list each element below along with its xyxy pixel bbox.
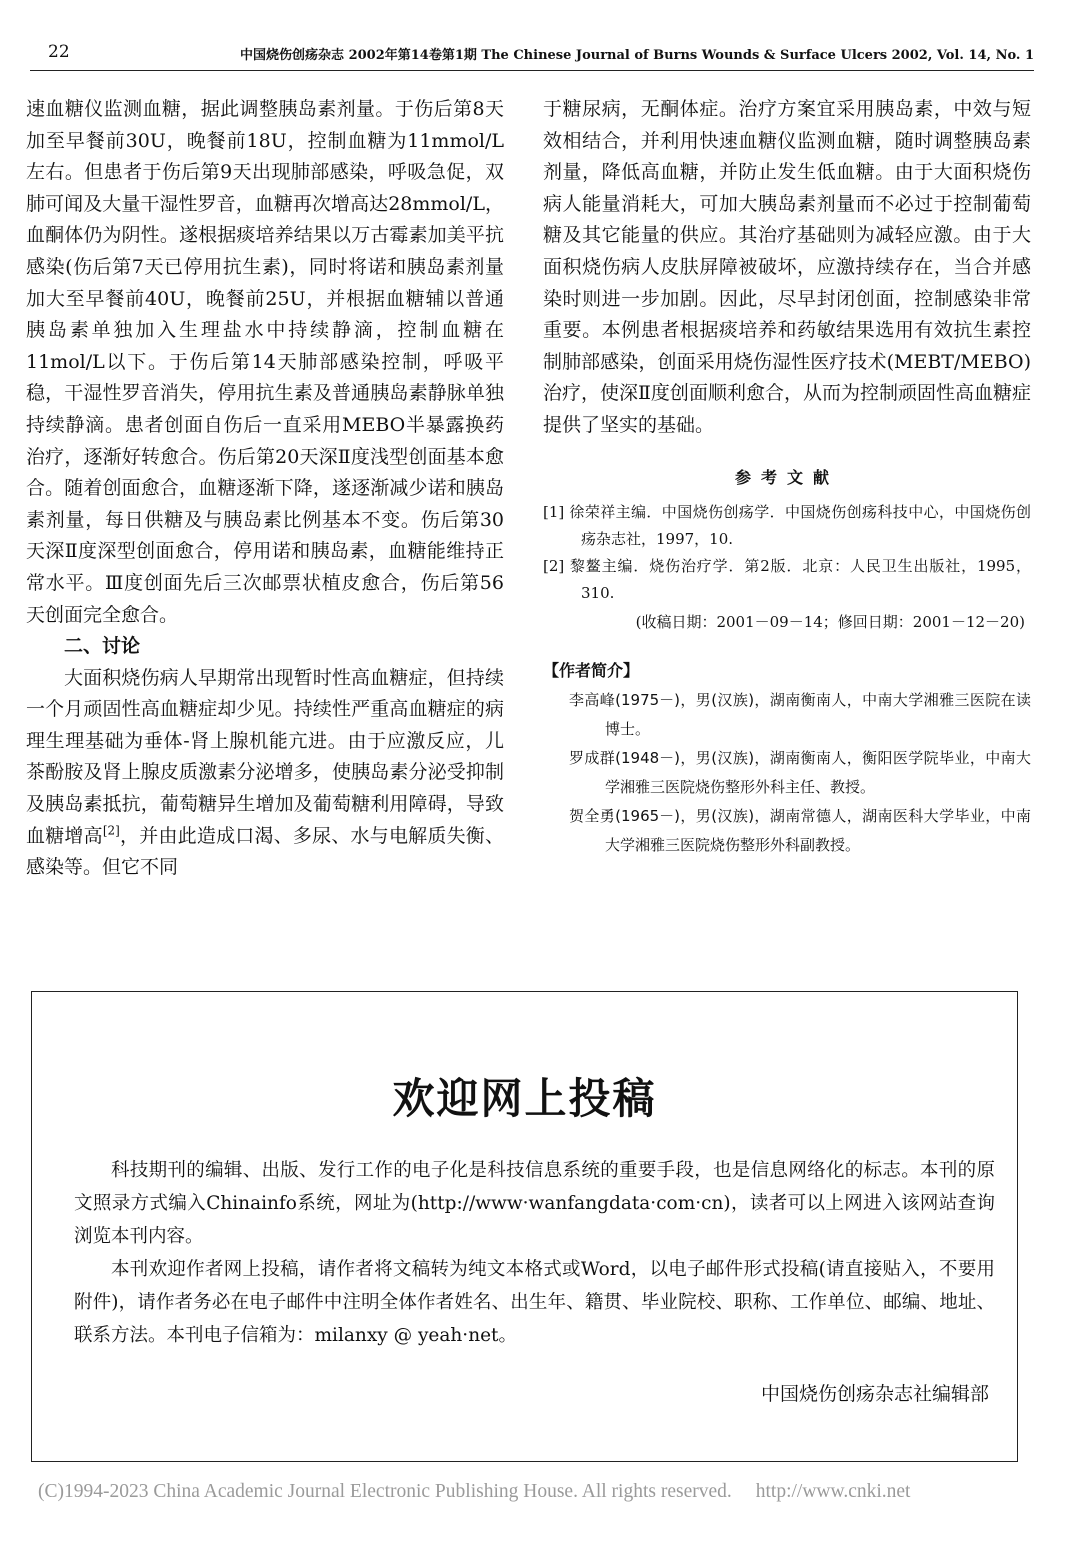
page-number: 22 xyxy=(48,42,70,62)
discussion-continued-paragraph: 于糖尿病，无酮体症。治疗方案宜采用胰岛素，中效与短效相结合，并利用快速血糖仪监测血糖，随时调整胰岛素剂量，降低高血糖，并防止发生低血糖。由于大面积烧伤病人能量消耗大，可加大胰岛素剂量而不必过于控制葡萄糖及其它能量的供应。其治疗基础则为减轻应激。由于大面积烧伤病人皮肤屏障被破坏，应激持续存在，当合并感染时则进一步加剧。因此，尽早封闭创面，控制感染非常重要。本例患者根据痰培养和药敏结果选用有效抗生素控制肺部感染，创面采用烧伤湿性医疗技术(MEBT/MEBO)治疗，使深Ⅱ度创面顺利愈合，从而为控制顽固性高血糖症提供了坚实的基础。 xyxy=(543,98,1031,436)
submission-notice-box xyxy=(31,991,1018,1462)
discussion-text-part1: 大面积烧伤病人早期常出现暂时性高血糖症，但持续一个月顽固性高血糖症却少见。持续性严重高血糖症的病理生理基础为垂体-肾上腺机能亢进。由于应激反应，儿茶酚胺及肾上腺皮质激素分泌增多，使胰岛素分泌受抑制及胰岛素抵抗，葡萄糖异生增加及葡萄糖利用障碍，导致血糖增高 xyxy=(26,666,504,847)
left-column xyxy=(26,94,504,884)
author-bio: 贺全勇(1965－)，男(汉族)，湖南常德人，湖南医科大学毕业，中南大学湘雅三医院烧伤整形外科副教授。 xyxy=(569,807,1031,855)
running-head: 中国烧伤创疡杂志 2002年第14卷第1期 The Chinese Journal of Burns Wounds & Surface Ulcers 2002, Vol. 14, No. 1 xyxy=(240,48,1034,63)
discussion-paragraph xyxy=(26,663,504,884)
notice-paragraph: 本刊欢迎作者网上投稿，请作者将文稿转为纯文本格式或Word，以电子邮件形式投稿(请直接贴入，不要用附件)，请作者务必在电子邮件中注明全体作者姓名、出生年、籍贯、毕业院校、职称、工作单位、邮编、地址、联系方法。本刊电子信箱为：milanxy @ yeah·net。 xyxy=(74,1259,995,1346)
received-dates: (收稿日期：2001－09－14；修回日期：2001－12－20) xyxy=(635,613,1025,632)
notice-body xyxy=(74,1154,995,1352)
copyright-text: (C)1994-2023 China Academic Journal Electronic Publishing House. All rights reserved. xyxy=(38,1481,732,1502)
section-heading-discussion: 二、讨论 xyxy=(64,635,141,658)
footer-url-link[interactable]: http://www.cnki.net xyxy=(755,1481,911,1502)
notice-title: 欢迎网上投稿 xyxy=(392,1074,657,1123)
notice-signature: 中国烧伤创疡杂志社编辑部 xyxy=(760,1383,989,1405)
right-column xyxy=(543,94,1031,860)
reference-item: [2] 黎鳌主编．烧伤治疗学．第2版．北京：人民卫生出版社，1995，310. xyxy=(543,557,1031,603)
author-bio-title: 【作者简介】 xyxy=(543,661,640,681)
case-report-paragraph: 速血糖仪监测血糖，据此调整胰岛素剂量。于伤后第8天加至早餐前30U，晚餐前18U，控制血糖为11mmol/L左右。但患者于伤后第9天出现肺部感染，呼吸急促，双肺可闻及大量干湿性罗音，血糖再次增高达28mmol/L，血酮体仍为阴性。遂根据痰培养结果以万古霉素加美平抗感染(伤后第7天已停用抗生素)，同时将诺和胰岛素剂量加大至早餐前40U，晚餐前25U，并根据血糖辅以普通胰岛素单独加入生理盐水中持续静滴，控制血糖在11mol/L以下。于伤后第14天肺部感染控制，呼吸平稳，干湿性罗音消失，停用抗生素及普通胰岛素静脉单独持续静滴。患者创面自伤后一直采用MEBO半暴露换药治疗，逐渐好转愈合。伤后第20天深Ⅱ度浅型创面基本愈合。随着创面愈合，血糖逐渐下降，遂逐渐减少诺和胰岛素剂量，每日供糖及与胰岛素比例基本不变。伤后第30天深Ⅱ度深型创面愈合，停用诺和胰岛素，血糖能维持正常水平。Ⅲ度创面先后三次邮票状植皮愈合，伤后第56天创面完全愈合。 xyxy=(26,98,504,626)
author-bio: 罗成群(1948－)，男(汉族)，湖南衡南人，衡阳医学院毕业，中南大学湘雅三医院烧伤整形外科主任、教授。 xyxy=(569,749,1031,797)
citation-marker[interactable]: [2] xyxy=(102,823,120,838)
discussion-text-part2: ，并由此造成口渴、多尿、水与电解质失衡、感染等。但它不同 xyxy=(26,824,504,879)
notice-paragraph: 科技期刊的编辑、出版、发行工作的电子化是科技信息系统的重要手段，也是信息网络化的标志。本刊的原文照录方式编入Chinainfo系统，网址为(http://www·wanfangdata·com·cn)，读者可以上网进入该网站查询浏览本刊内容。 xyxy=(74,1160,995,1247)
reference-item: [1] 徐荣祥主编．中国烧伤创疡学．中国烧伤创疡科技中心，中国烧伤创疡杂志社，1997，10. xyxy=(543,503,1031,549)
author-bio: 李高峰(1975－)，男(汉族)，湖南衡南人，中南大学湘雅三医院在读博士。 xyxy=(569,691,1031,739)
copyright-footer xyxy=(38,1481,1038,1503)
page-header xyxy=(30,40,1034,71)
references-title: 参考文献 xyxy=(734,467,839,487)
